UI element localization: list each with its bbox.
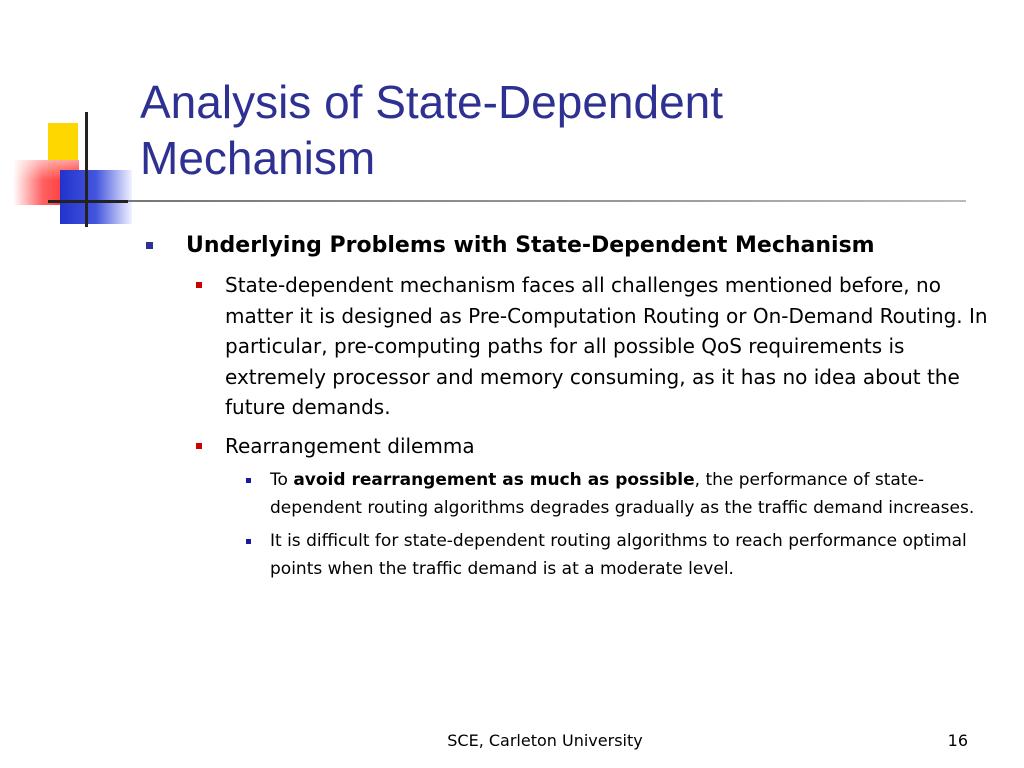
bullet-level2-challenges (194, 270, 1000, 423)
slide-title (140, 74, 1000, 186)
square-bullet-icon (196, 282, 202, 288)
vertical-line-decoration (85, 112, 88, 227)
slide-logo-decoration (0, 0, 140, 240)
slide-body (140, 230, 1000, 583)
bullet-level1 (140, 230, 1000, 262)
slide-number: 16 (947, 731, 968, 750)
sub-bullet-rest: , the performance of state-dependent routing algorithms degrades gradually as the traffic demand increases. (270, 470, 975, 518)
bullet-level2-text: State-dependent mechanism faces all challenges mentioned before, no matter it is designed as Pre-Computation Routing or On-Demand Routing. In particular, pre-computing paths for all possible QoS requirements is extremely processor and memory consuming, as it has no idea about the future demands. (225, 273, 988, 419)
bullet-level3-text (270, 467, 1000, 522)
bullet-level2-text: Rearrangement dilemma (225, 433, 475, 458)
title-line-2: Mechanism (140, 132, 376, 184)
bullet-level3-avoid (244, 467, 1000, 522)
bullet-level2-dilemma (194, 431, 1000, 462)
square-bullet-icon (146, 242, 153, 249)
blue-square-decoration (60, 170, 132, 224)
title-underline (128, 200, 966, 202)
square-bullet-icon (246, 478, 251, 483)
sub-bullet-prefix: To (270, 470, 294, 490)
square-bullet-icon (196, 443, 202, 449)
bullet-level1-text: Underlying Problems with State-Dependent Mechanism (186, 233, 875, 258)
sub-bullet-emphasis: avoid rearrangement as much as possible (293, 470, 695, 490)
horizontal-line-decoration (48, 200, 128, 203)
title-line-1: Analysis of State-Dependent (140, 76, 724, 128)
bullet-level3-text: It is difficult for state-dependent routing algorithms to reach performance optimal points when the traffic demand is at a moderate level. (270, 531, 967, 579)
footer-institution: SCE, Carleton University (447, 731, 643, 750)
square-bullet-icon (246, 539, 251, 544)
bullet-level3-difficult (244, 528, 1000, 583)
